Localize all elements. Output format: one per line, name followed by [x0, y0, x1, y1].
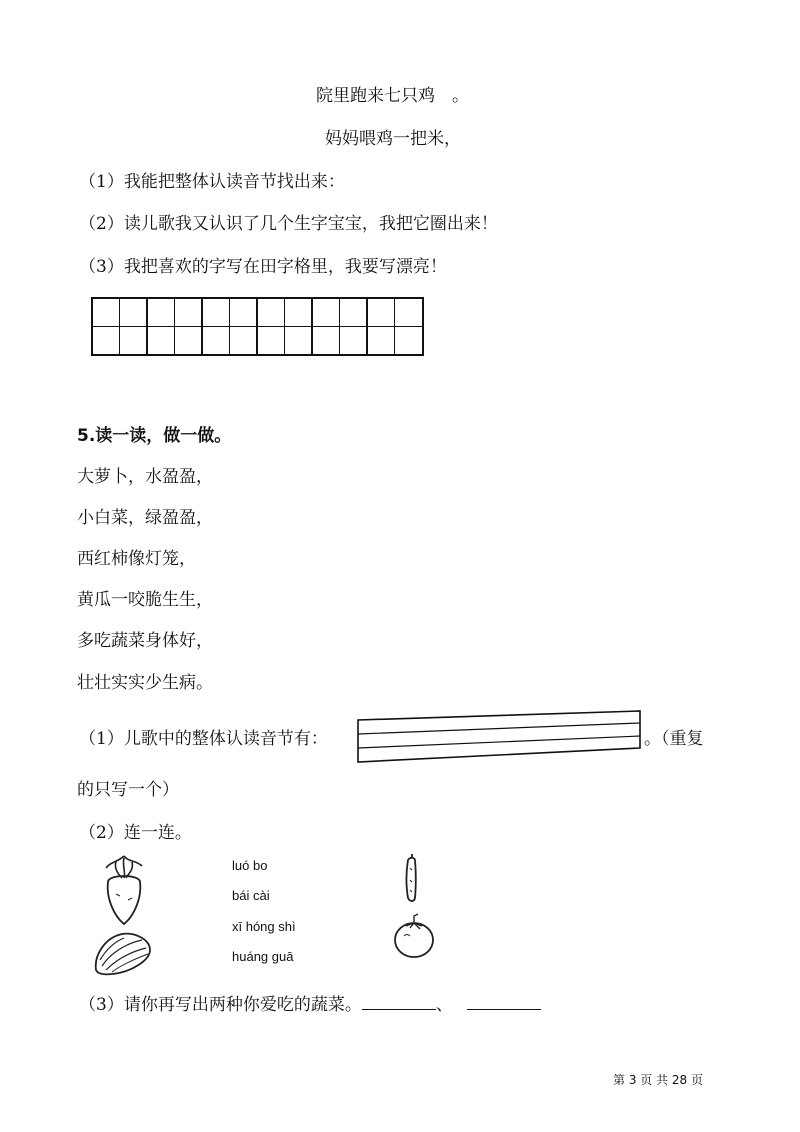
- cucumber-icon[interactable]: [400, 852, 422, 904]
- answer-blank-2[interactable]: [467, 993, 541, 1010]
- q5-poem-line-1: 大萝卜，水盈盈，: [77, 467, 213, 487]
- tomato-icon[interactable]: [392, 912, 440, 960]
- q5-poem-line-4: 黄瓜一咬脆生生，: [77, 590, 213, 610]
- poem-line-1: 院里跑来七只鸡 。: [316, 86, 469, 106]
- q5-sub1-cont: 的只写一个）: [77, 780, 179, 800]
- q5-poem-line-3: 西红柿像灯笼，: [77, 549, 196, 569]
- pinyin-xihongshi[interactable]: xī hóng shì: [232, 919, 296, 934]
- tianzige-grid[interactable]: [91, 297, 425, 357]
- q4-sub3: （3）我把喜欢的字写在田字格里，我要写漂亮！: [79, 257, 447, 277]
- q5-title: 5.读一读，做一做。: [77, 426, 232, 446]
- q4-sub2: （2）读儿歌我又认识了几个生字宝宝，我把它圈出来！: [79, 214, 498, 234]
- q4-sub1: （1）我能把整体认读音节找出来：: [79, 172, 345, 192]
- radish-icon[interactable]: [98, 852, 150, 928]
- pinyin-huanggua[interactable]: huáng guā: [232, 949, 294, 964]
- pinyin-four-line-box[interactable]: [357, 710, 645, 764]
- q5-sub1-suffix: 。（重复: [644, 729, 704, 749]
- page-number-footer: 第 3 页 共 28 页: [613, 1073, 703, 1087]
- q5-sub3-text: （3）请你再写出两种你爱吃的蔬菜。: [79, 995, 362, 1015]
- answer-blank-1[interactable]: [362, 993, 436, 1010]
- poem-line-2: 妈妈喂鸡一把米，: [325, 129, 461, 149]
- q5-sub1-prefix: （1）儿歌中的整体认读音节有：: [79, 729, 328, 749]
- q5-sub3: [79, 993, 541, 1016]
- cabbage-icon[interactable]: [92, 930, 154, 976]
- pinyin-baicai[interactable]: bái cài: [232, 888, 270, 903]
- q5-poem-line-6: 壮壮实实少生病。: [77, 673, 213, 693]
- q5-poem-line-5: 多吃蔬菜身体好，: [77, 631, 213, 651]
- q5-sub2: （2）连一连。: [79, 823, 192, 843]
- answer-separator: 、: [435, 995, 453, 1015]
- q5-poem-line-2: 小白菜，绿盈盈，: [77, 508, 213, 528]
- pinyin-luobo[interactable]: luó bo: [232, 858, 268, 873]
